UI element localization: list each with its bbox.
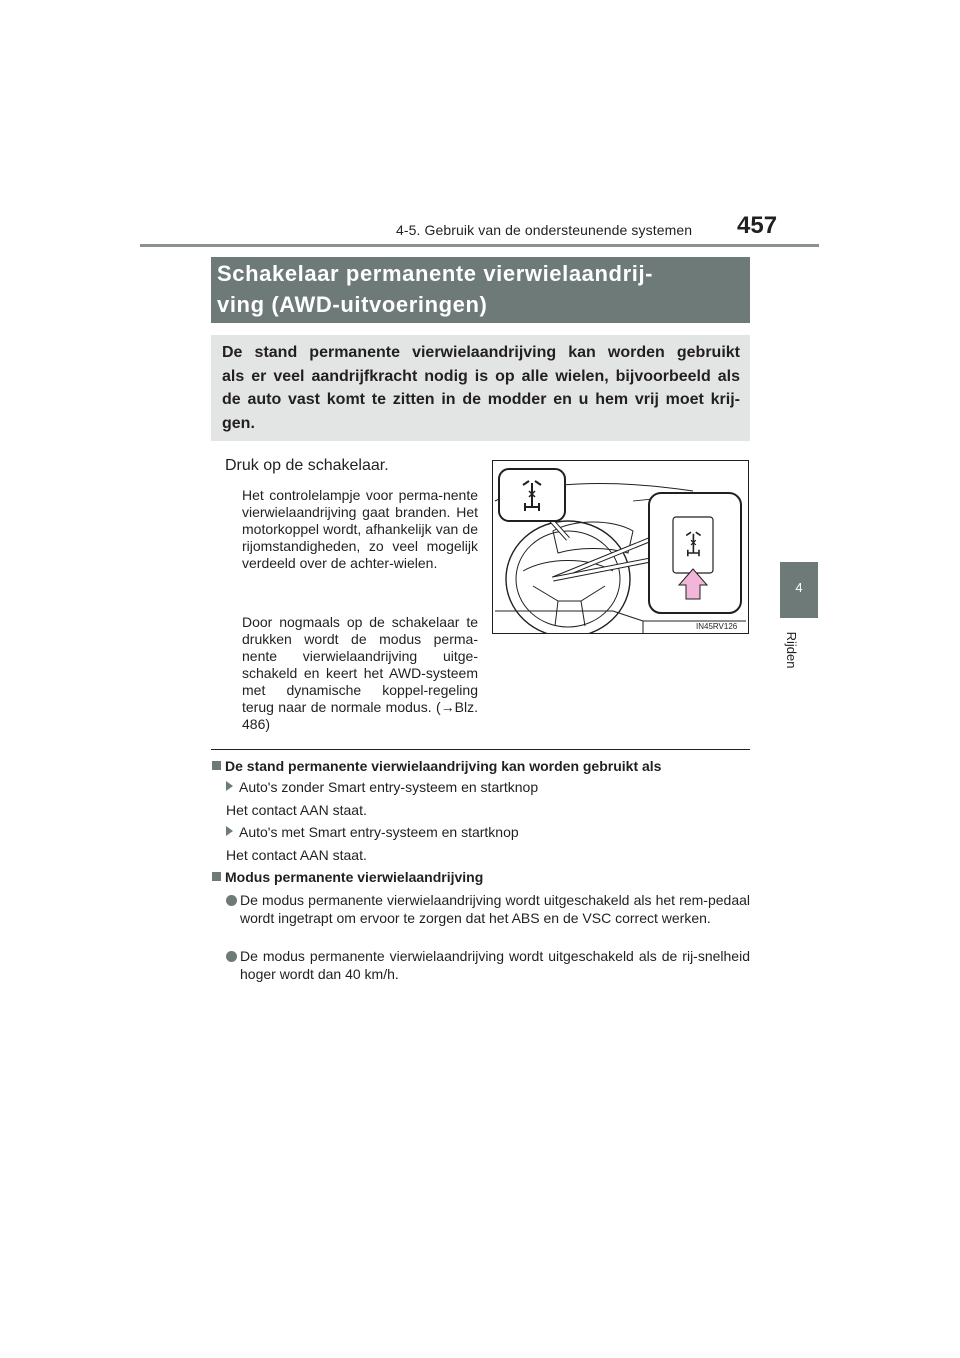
dashboard-illustration (492, 460, 749, 634)
section-header: 4-5. Gebruik van de ondersteunende systemen (396, 222, 693, 238)
triangle-bullet-icon (226, 826, 233, 836)
section-title-line2: ving (AWD-uitvoeringen) (217, 292, 488, 317)
section-title (217, 258, 742, 320)
square-bullet-icon (212, 872, 221, 881)
square-bullet-icon (212, 761, 221, 770)
note-heading-2-text: Modus permanente vierwielaandrijving (225, 869, 484, 885)
illustration-code: IN45RV126 (696, 622, 738, 631)
bullet-2: De modus permanente vierwielaandrijving wordt uitgeschakeld als de rij-snelheid hoger wordt dan 40 km/h. (240, 948, 750, 982)
circle-bullet-icon (226, 895, 237, 906)
triangle-bullet-icon (226, 781, 233, 791)
intro-text (222, 341, 740, 435)
case-2-label (226, 824, 519, 840)
chapter-number: 4 (795, 580, 803, 595)
bullet-1: De modus permanente vierwielaandrijving wordt uitgeschakeld als het rem-pedaal wordt ingetrapt om ervoor te zorgen dat het ABS en de VSC correct werken. (240, 892, 750, 926)
note-heading-1-text: De stand permanente vierwielaandrijving kan worden gebruikt als (225, 758, 662, 774)
note-heading-1 (212, 758, 661, 774)
header-rule (140, 244, 819, 247)
chapter-label: Rijden (784, 631, 799, 669)
intro-line4: gen. (222, 414, 255, 432)
case-1-label-text: Auto's zonder Smart entry-systeem en startknop (239, 779, 539, 795)
intro-line2: als er veel aandrijfkracht nodig is op alle wielen, bijvoorbeeld als (222, 367, 740, 385)
step-result-2: Door nogmaals op de schakelaar te drukken wordt de modus perma-nente vierwielaandrijving uitge-schakeld en keert het AWD-systeem met dynamische koppel-regeling terug naar de normale modus. (→Blz. 486) (242, 614, 478, 732)
circle-bullet-icon (226, 951, 237, 962)
page-number: 457 (737, 212, 778, 239)
intro-line3: de auto vast komt te zitten in de modder en u hem vrij moet krij- (222, 391, 740, 408)
note-heading-2 (212, 869, 483, 885)
case-2-text: Het contact AAN staat. (226, 847, 367, 863)
dashboard-drawing (493, 461, 748, 633)
case-2-label-text: Auto's met Smart entry-systeem en startknop (239, 824, 519, 840)
step-result-1: Het controlelampje voor perma-nente vierwielaandrijving gaat branden. Het motorkoppel wordt, afhankelijk van de rijomstandigheden, zo veel mogelijk verdeeld over de achter-wielen. (242, 487, 478, 571)
intro-line1: De stand permanente vierwielaandrijving kan worden gebruikt (222, 344, 740, 361)
case-1-label (226, 779, 538, 795)
step-instruction: Druk op de schakelaar. (225, 457, 389, 474)
case-1-text: Het contact AAN staat. (226, 802, 367, 818)
notes-separator (211, 749, 750, 750)
section-title-line1: Schakelaar permanente vierwielaandrij- (217, 261, 654, 286)
